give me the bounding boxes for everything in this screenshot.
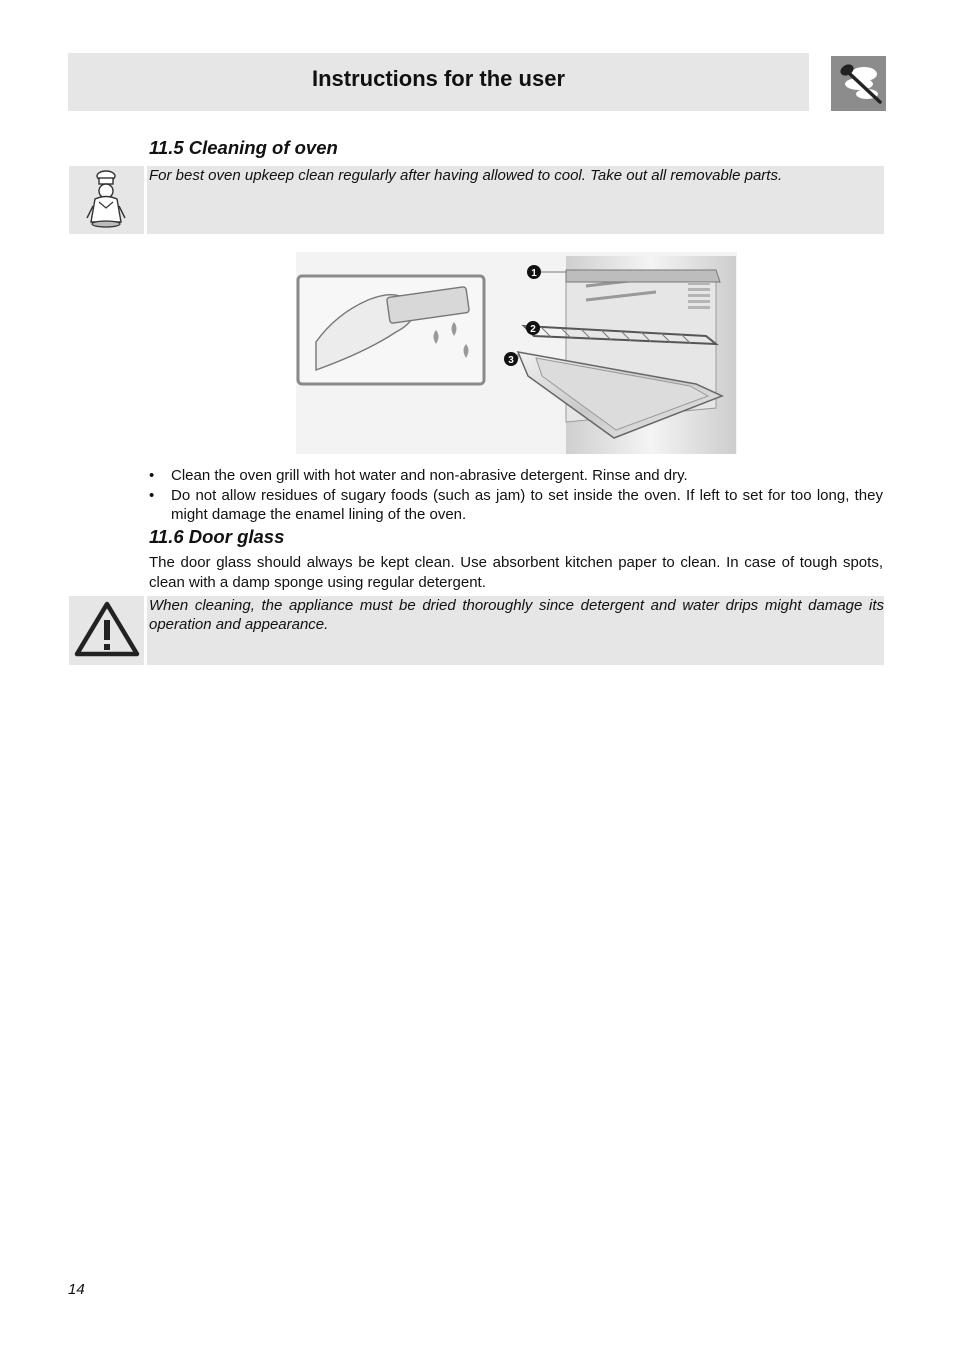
chef-icon bbox=[69, 166, 147, 234]
bullet-text: Do not allow residues of sugary foods (such as jam) to set inside the oven. If left to set for too long, they might damage the enamel lining of the oven. bbox=[171, 486, 883, 523]
cleaning-bullet-list bbox=[149, 466, 883, 525]
chef-hat-spoon-icon bbox=[831, 56, 886, 111]
tip-text: For best oven upkeep clean regularly after having allowed to cool. Take out all removable parts. bbox=[149, 167, 783, 184]
callout-3 bbox=[504, 352, 518, 366]
callout-2-label: 2 bbox=[530, 324, 536, 335]
bullet-text: Clean the oven grill with hot water and non-abrasive detergent. Rinse and dry. bbox=[171, 467, 688, 484]
callout-2 bbox=[526, 321, 540, 335]
callout-1-label: 1 bbox=[531, 268, 537, 279]
section-heading-door-glass: 11.6 Door glass bbox=[149, 526, 285, 547]
section-heading-cleaning-of-oven: 11.5 Cleaning of oven bbox=[149, 137, 338, 158]
callout-1 bbox=[527, 265, 541, 279]
callout-3-label: 3 bbox=[508, 355, 514, 366]
header-bar bbox=[68, 53, 809, 111]
list-item bbox=[149, 466, 883, 486]
warning-triangle-icon bbox=[69, 596, 147, 665]
bullet-dot: • bbox=[149, 486, 155, 504]
page-title: Instructions for the user bbox=[311, 66, 566, 91]
door-glass-paragraph: The door glass should always be kept clean. Use absorbent kitchen paper to clean. In case of tough spots, clean with a damp sponge using regular detergent. bbox=[149, 554, 883, 591]
page-number: 14 bbox=[68, 1281, 85, 1298]
list-item bbox=[149, 486, 883, 525]
oven-cleaning-illustration bbox=[296, 252, 737, 454]
tip-note-box bbox=[69, 166, 884, 234]
warning-note-box bbox=[69, 596, 884, 665]
warning-text: When cleaning, the appliance must be dried thoroughly since detergent and water drips might damage its operation and appearance. bbox=[149, 597, 884, 633]
bullet-dot: • bbox=[149, 467, 155, 484]
